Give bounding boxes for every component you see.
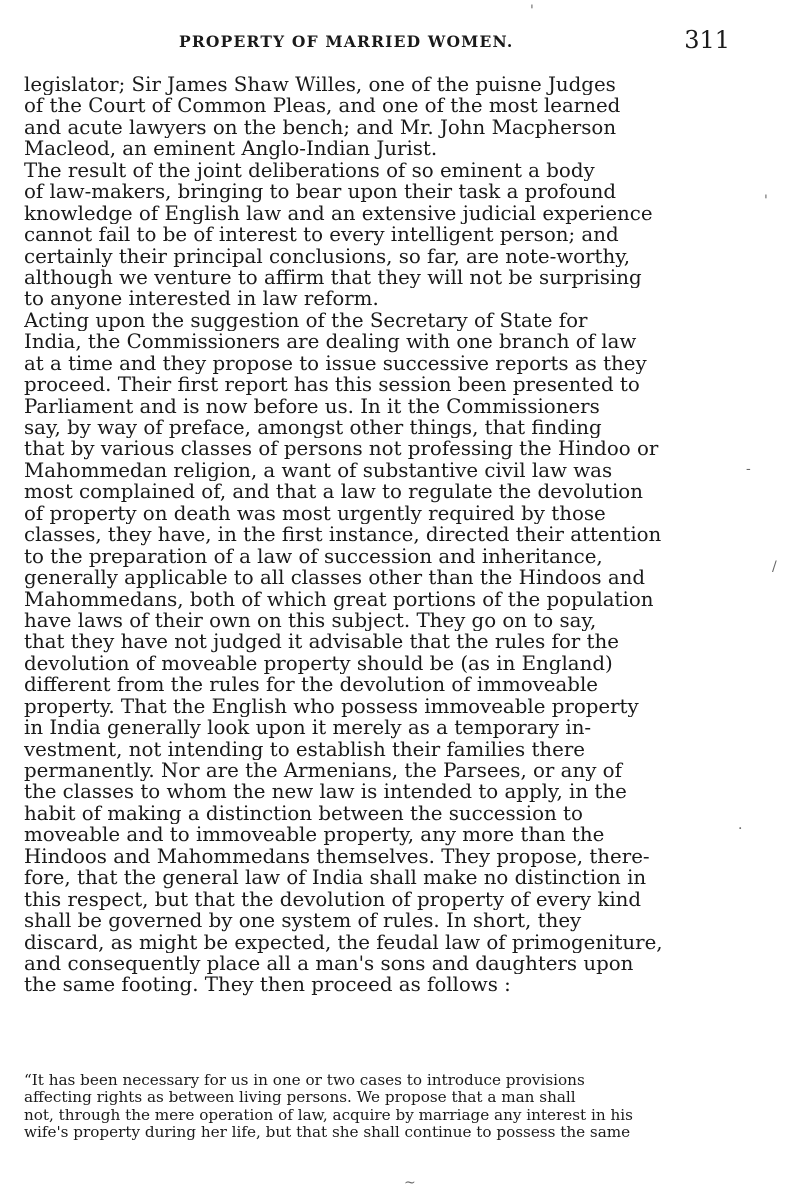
text-line: discard, as might be expected, the feudal law of primogeniture, [24,931,663,953]
text-line: vestment, not intending to establish their families there [24,738,586,760]
text-line: of the Court of Common Pleas, and one of the most learned [24,95,621,117]
quote-line: “It has been necessary for us in one or two cases to introduce provisions [24,1072,585,1089]
text-line: certainly their principal conclusions, so far, are note-worthy, [24,245,631,267]
text-line: Macleod, an eminent Anglo-Indian Jurist. [24,138,438,160]
text-line: say, by way of preface, amongst other things, that finding [24,417,602,439]
margin-dot: · [738,821,743,837]
text-line: in India generally look upon it merely as a temporary in- [24,717,592,739]
text-line: Hindoos and Mahommedans themselves. They propose, there- [24,845,650,868]
text-line: at a time and they propose to issue successive reports as they [24,352,647,375]
quote-line: not, through the mere operation of law, acquire by marriage any interest in his [24,1106,633,1124]
print-speck: ' [530,3,534,19]
text-line: Mahommedans, both of which great portions of the population [24,588,654,610]
running-title: PROPERTY OF MARRIED WOMEN. [179,32,514,51]
text-line: moveable and to immoveable property, any more than the [24,824,605,846]
text-line: knowledge of English law and an extensive judicial experience [24,202,653,225]
text-line: Parliament and is now before us. In it the Commissioners [24,395,600,417]
quote-line: affecting rights as between living persons. We propose that a man shall [24,1089,576,1107]
text-line: of property on death was most urgently required by those [24,502,606,525]
quote-line: wife's property during her life, but that she shall continue to possess the same [24,1124,631,1142]
text-line: and acute lawyers on the bench; and Mr. John Macpherson [24,116,617,139]
margin-tick: ' [764,193,768,209]
text-line: Acting upon the suggestion of the Secretary of State for [24,309,588,332]
text-line: that by various classes of persons not professing the Hindoo or [24,438,659,460]
text-line: India, the Commissioners are dealing with one branch of law [24,331,637,353]
block-quotation [24,1072,728,1142]
text-line: most complained of, and that a law to regulate the devolution [24,481,643,503]
text-line: shall be governed by one system of rules. In short, they [24,910,582,932]
body-text [24,74,728,996]
margin-slash: / [772,559,777,575]
text-line: The result of the joint deliberations of so eminent a body [24,159,595,182]
text-line: to anyone interested in law reform. [24,288,379,310]
running-head [24,26,730,56]
text-line: Mahommedan religion, a want of substantive civil law was [24,459,613,482]
text-line: of law-makers, bringing to bear upon their task a profound [24,181,617,203]
text-line: that they have not judged it advisable that the rules for the [24,631,619,653]
text-line: although we venture to affirm that they will not be surprising [24,266,642,289]
text-line: permanently. Nor are the Armenians, the Parsees, or any of [24,760,622,782]
text-line: classes, they have, in the first instance, directed their attention [24,524,662,546]
bottom-speck: ~ [404,1175,416,1191]
margin-dash: - [746,461,751,477]
text-line: legislator; Sir James Shaw Willes, one of the puisne Judges [24,74,616,96]
text-line: the same footing. They then proceed as follows : [24,974,511,996]
text-line: the classes to whom the new law is intended to apply, in the [24,781,627,803]
text-line: this respect, but that the devolution of property of every kind [24,888,642,911]
text-line: fore, that the general law of India shall make no distinction in [24,867,647,889]
text-line: habit of making a distinction between the succession to [24,802,583,825]
text-line: proceed. Their first report has this session been presented to [24,374,640,396]
text-line: cannot fail to be of interest to every intelligent person; and [24,224,619,246]
text-line: to the preparation of a law of succession and inheritance, [24,545,603,568]
text-line: devolution of moveable property should be (as in England) [24,652,613,675]
text-line: and consequently place all a man's sons and daughters upon [24,952,634,975]
text-line: generally applicable to all classes other than the Hindoos and [24,567,646,589]
text-line: different from the rules for the devolution of immoveable [24,674,599,696]
page-number: 311 [684,26,730,54]
text-line: property. That the English who possess immoveable property [24,695,639,718]
text-line: have laws of their own on this subject. They go on to say, [24,609,597,632]
